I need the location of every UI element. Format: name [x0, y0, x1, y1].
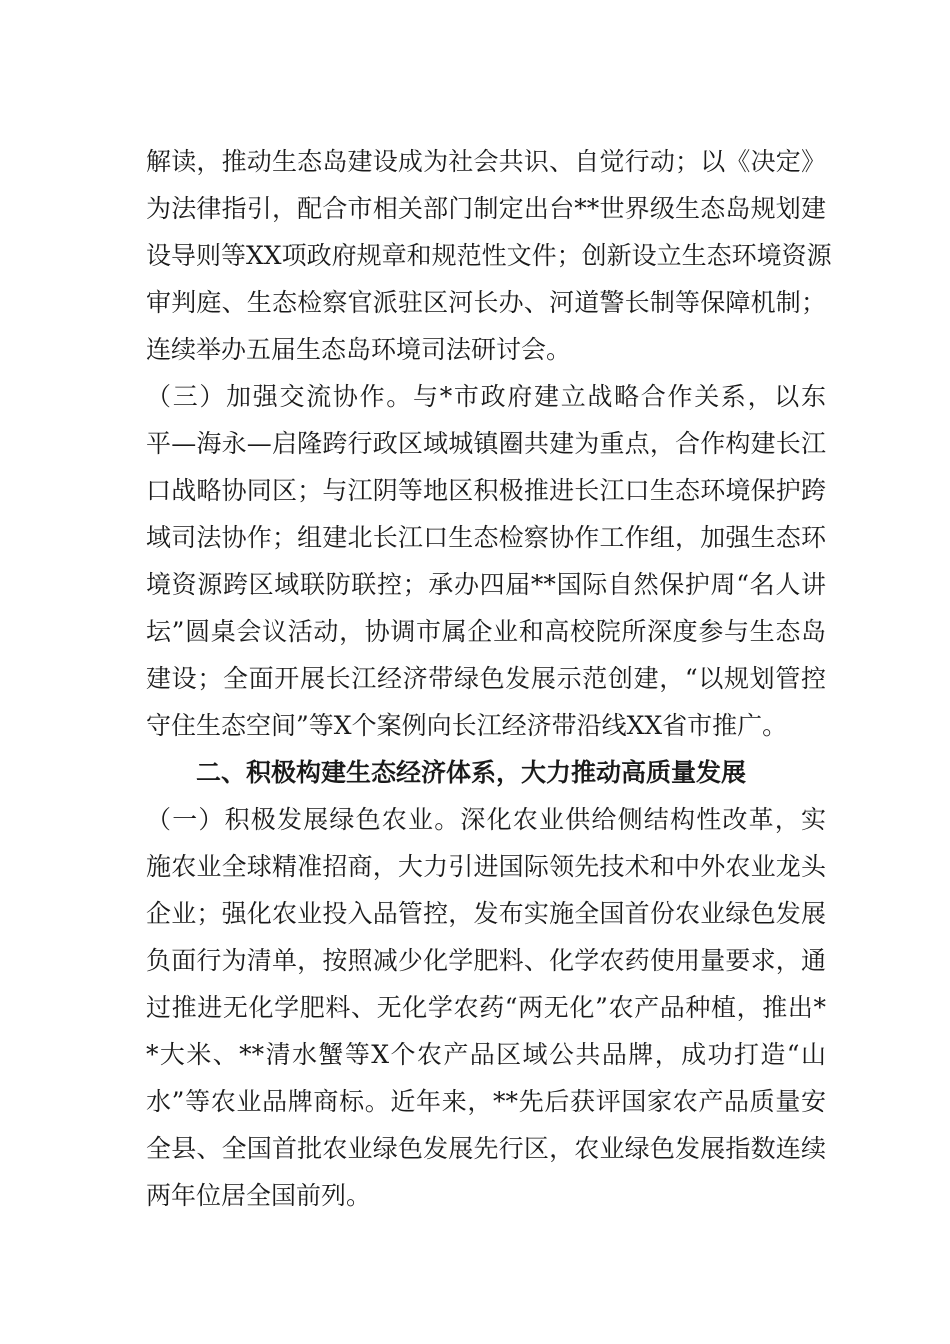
paragraph-2-line-6: 坛”圆桌会议活动，协调市属企业和高校院所深度参与生态岛 [146, 617, 826, 646]
paragraph-2-line-3: 口战略协同区；与江阴等地区积极推进长江口生态环境保护跨 [146, 476, 826, 505]
paragraph-3-line-6: *大米、**清水蟹等X个农产品区域公共品牌，成功打造“山 [146, 1040, 826, 1069]
section-heading-2: 二、积极构建生态经济体系，大力推动高质量发展 [196, 758, 747, 787]
paragraph-1-line-1: 解读，推动生态岛建设成为社会共识、自觉行动；以《决定》 [146, 147, 826, 176]
paragraph-3-line-7: 水”等农业品牌商标。近年来，**先后获评国家农产品质量安 [146, 1087, 826, 1116]
paragraph-2-line-4: 域司法协作；组建北长江口生态检察协作工作组，加强生态环 [146, 523, 826, 552]
paragraph-1-line-2: 为法律指引，配合市相关部门制定出台**世界级生态岛规划建 [146, 194, 826, 223]
paragraph-1-line-5: 连续举办五届生态岛环境司法研讨会。 [146, 335, 572, 364]
paragraph-3-line-2: 施农业全球精准招商，大力引进国际领先技术和中外农业龙头 [146, 852, 826, 881]
paragraph-2-line-8: 守住生态空间”等X个案例向长江经济带沿线XX省市推广。 [146, 711, 788, 740]
paragraph-2-line-2: 平—海永—启隆跨行政区域城镇圈共建为重点，合作构建长江 [146, 429, 826, 458]
paragraph-1-line-3: 设导则等XX项政府规章和规范性文件；创新设立生态环境资源 [146, 241, 832, 270]
paragraph-2-line-1: （三）加强交流协作。与*市政府建立战略合作关系，以东 [146, 382, 826, 411]
paragraph-3-line-3: 企业；强化农业投入品管控，发布实施全国首份农业绿色发展 [146, 899, 826, 928]
paragraph-1-line-4: 审判庭、生态检察官派驻区河长办、河道警长制等保障机制； [146, 288, 826, 317]
paragraph-2-line-5: 境资源跨区域联防联控；承办四届**国际自然保护周“名人讲 [146, 570, 826, 599]
paragraph-3-line-1: （一）积极发展绿色农业。深化农业供给侧结构性改革，实 [146, 805, 826, 834]
paragraph-3-line-5: 过推进无化学肥料、无化学农药“两无化”农产品种植，推出* [146, 993, 826, 1022]
paragraph-3-line-9: 两年位居全国前列。 [146, 1181, 372, 1210]
paragraph-2-line-7: 建设；全面开展长江经济带绿色发展示范创建，“以规划管控 [146, 664, 826, 693]
paragraph-3-line-4: 负面行为清单，按照减少化学肥料、化学农药使用量要求，通 [146, 946, 826, 975]
paragraph-3-line-8: 全县、全国首批农业绿色发展先行区，农业绿色发展指数连续 [146, 1134, 826, 1163]
